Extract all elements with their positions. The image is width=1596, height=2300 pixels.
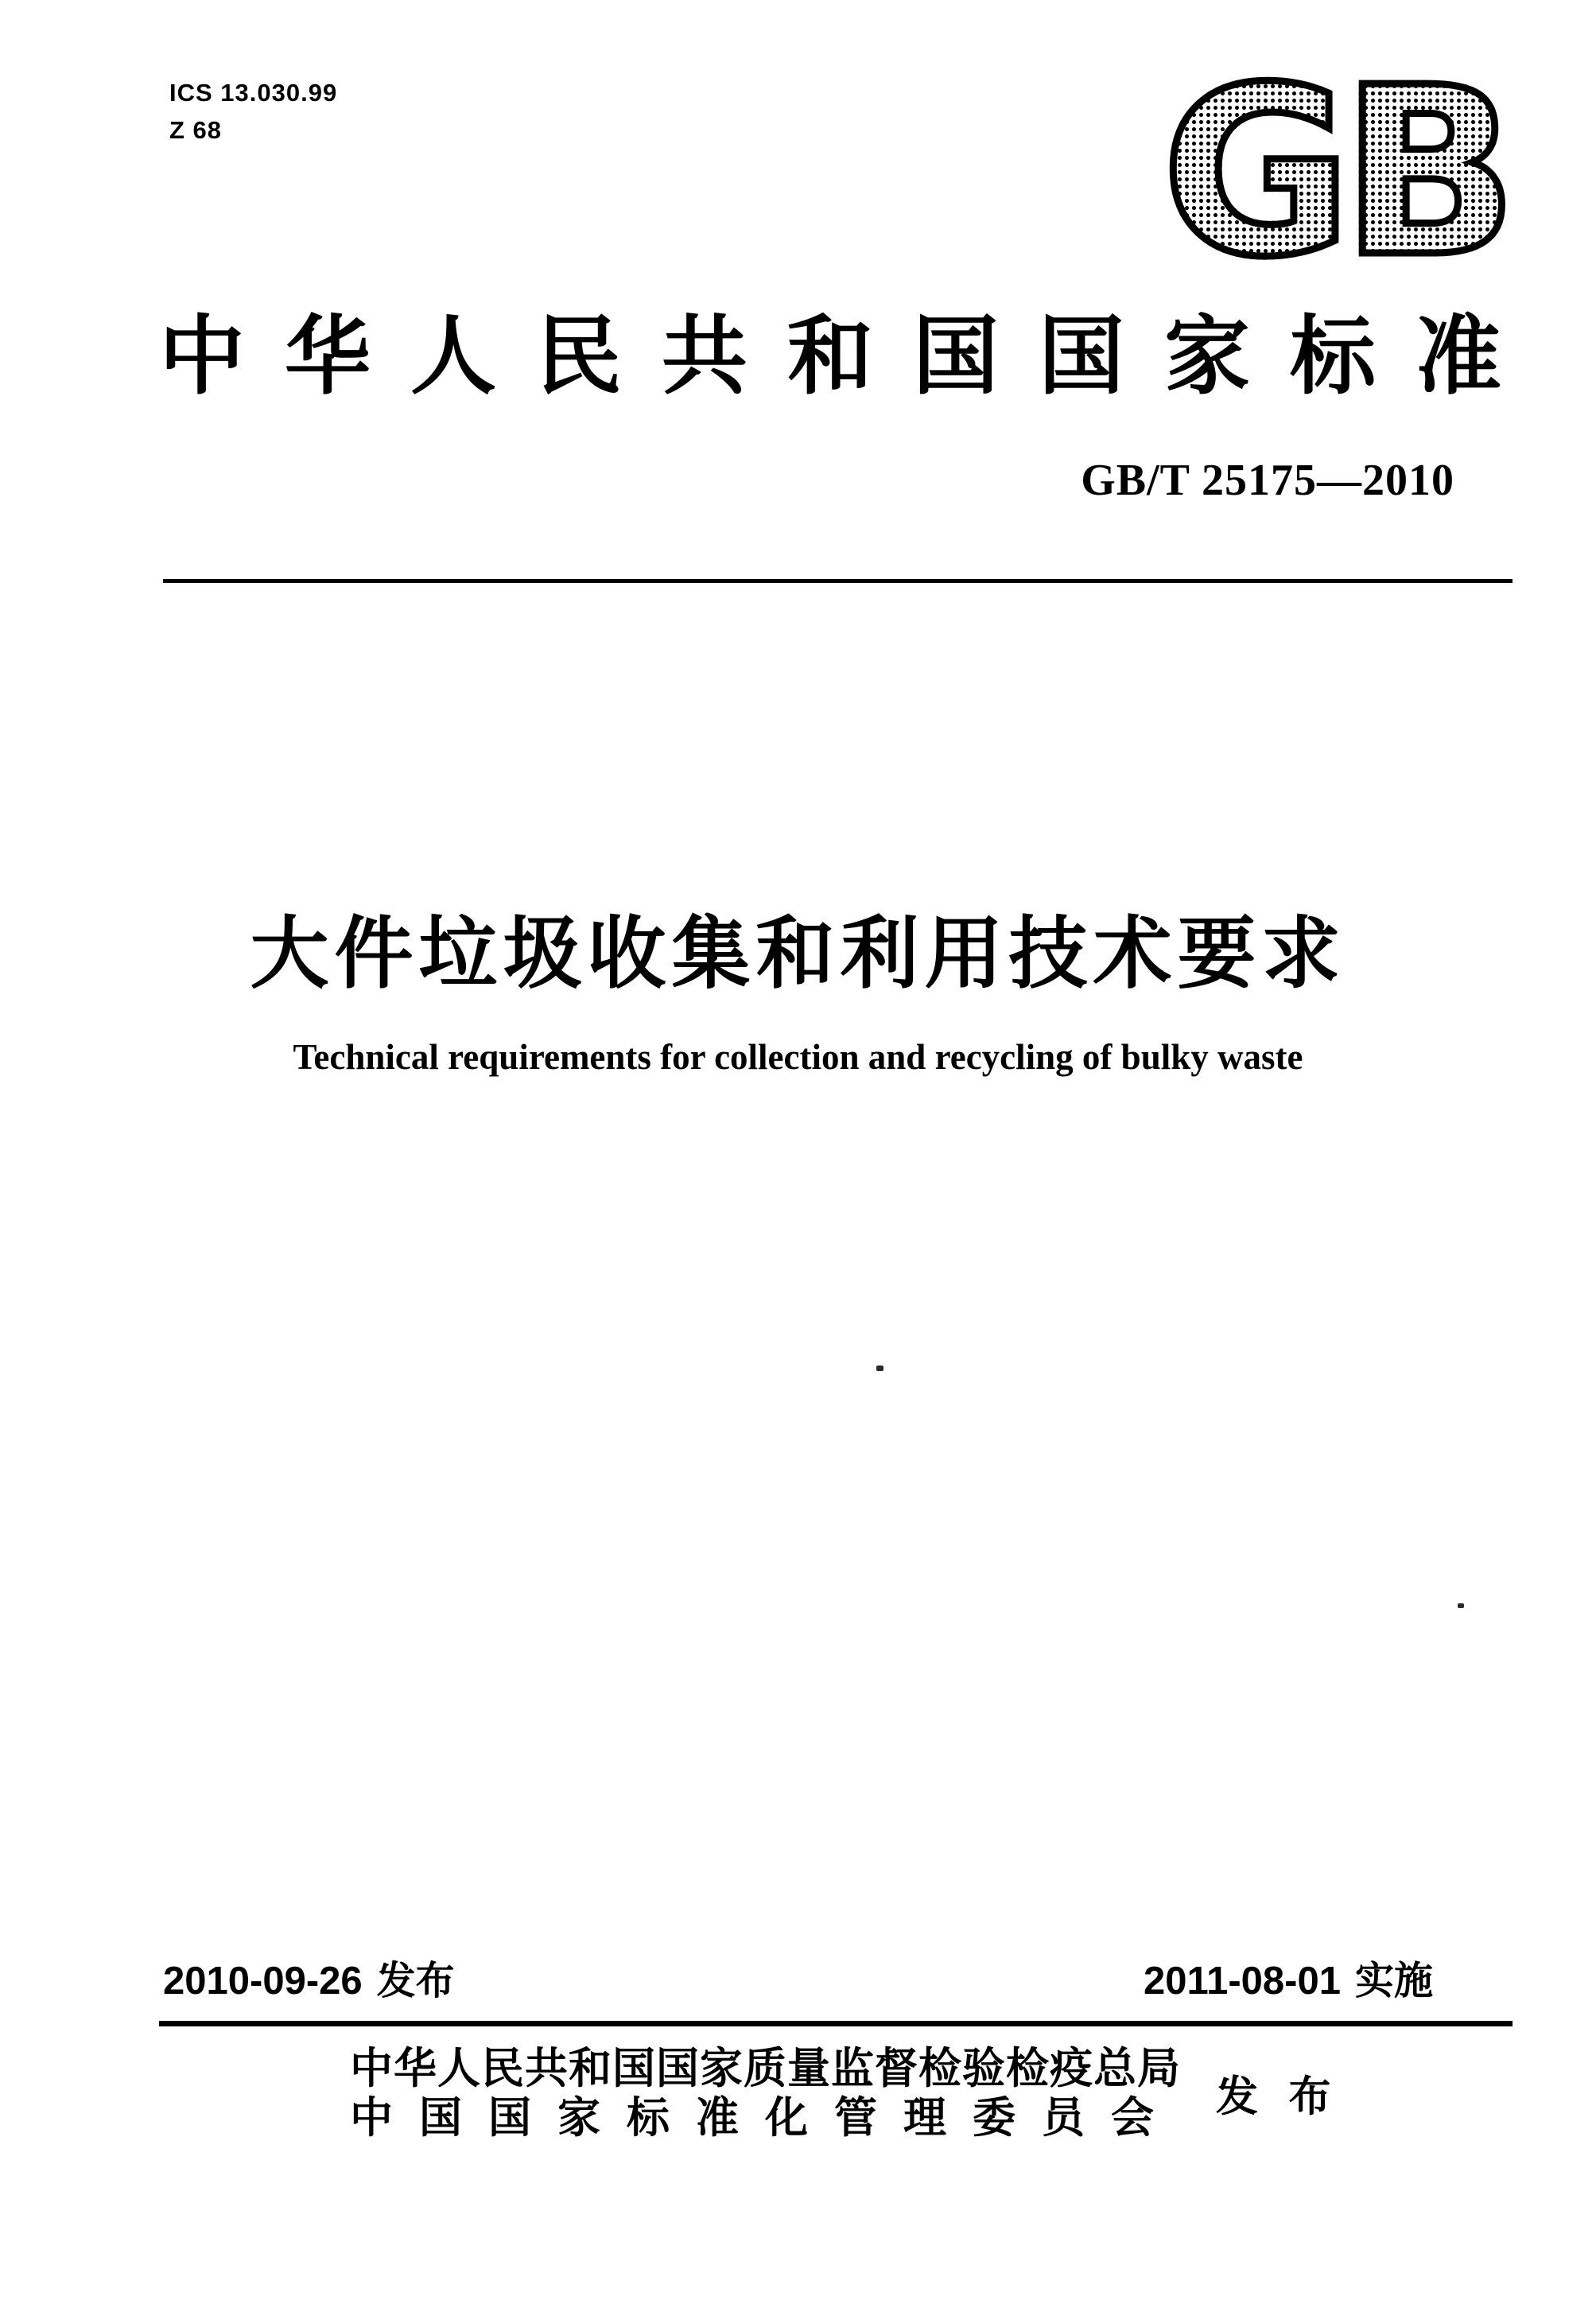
date-row xyxy=(163,1950,1433,2006)
standard-number: GB/T 25175—2010 xyxy=(1081,456,1454,505)
gb-logo: GB xyxy=(1161,37,1507,308)
classification-code: Z 68 xyxy=(169,115,223,144)
scan-speck xyxy=(876,1366,883,1371)
issuer-line-1: 中华人民共和国国家质量监督检验检疫总局 xyxy=(350,2043,1181,2093)
title-english: Technical requirements for collection and recycling of bulky waste xyxy=(293,1037,1303,1077)
implementation-date: 2011-08-01 xyxy=(1144,1960,1341,2003)
top-divider-line xyxy=(163,579,1513,583)
bottom-divider-line xyxy=(159,2021,1513,2026)
issuer-names xyxy=(350,2044,1181,2142)
ics-code: ICS 13.030.99 xyxy=(169,79,338,107)
title-chinese: 大件垃圾收集和利用技术要求 xyxy=(250,908,1346,1000)
implementation-date-label: 实施 xyxy=(1354,1960,1433,2003)
issue-date-group xyxy=(163,1950,455,2006)
issued-by-label: 发 布 xyxy=(1216,2072,1339,2121)
issuer-block xyxy=(350,2044,1338,2142)
implementation-date-group xyxy=(1144,1950,1433,2006)
issue-date-label: 发布 xyxy=(376,1960,455,2003)
ics-block xyxy=(169,75,337,149)
issue-date: 2010-09-26 xyxy=(163,1960,363,2003)
issuer-line-2: 中国国家标准化管理委员会 xyxy=(350,2092,1180,2143)
national-standard-heading: 中华人民共和国国家标准 xyxy=(159,306,1542,406)
scan-speck xyxy=(1458,1603,1464,1608)
